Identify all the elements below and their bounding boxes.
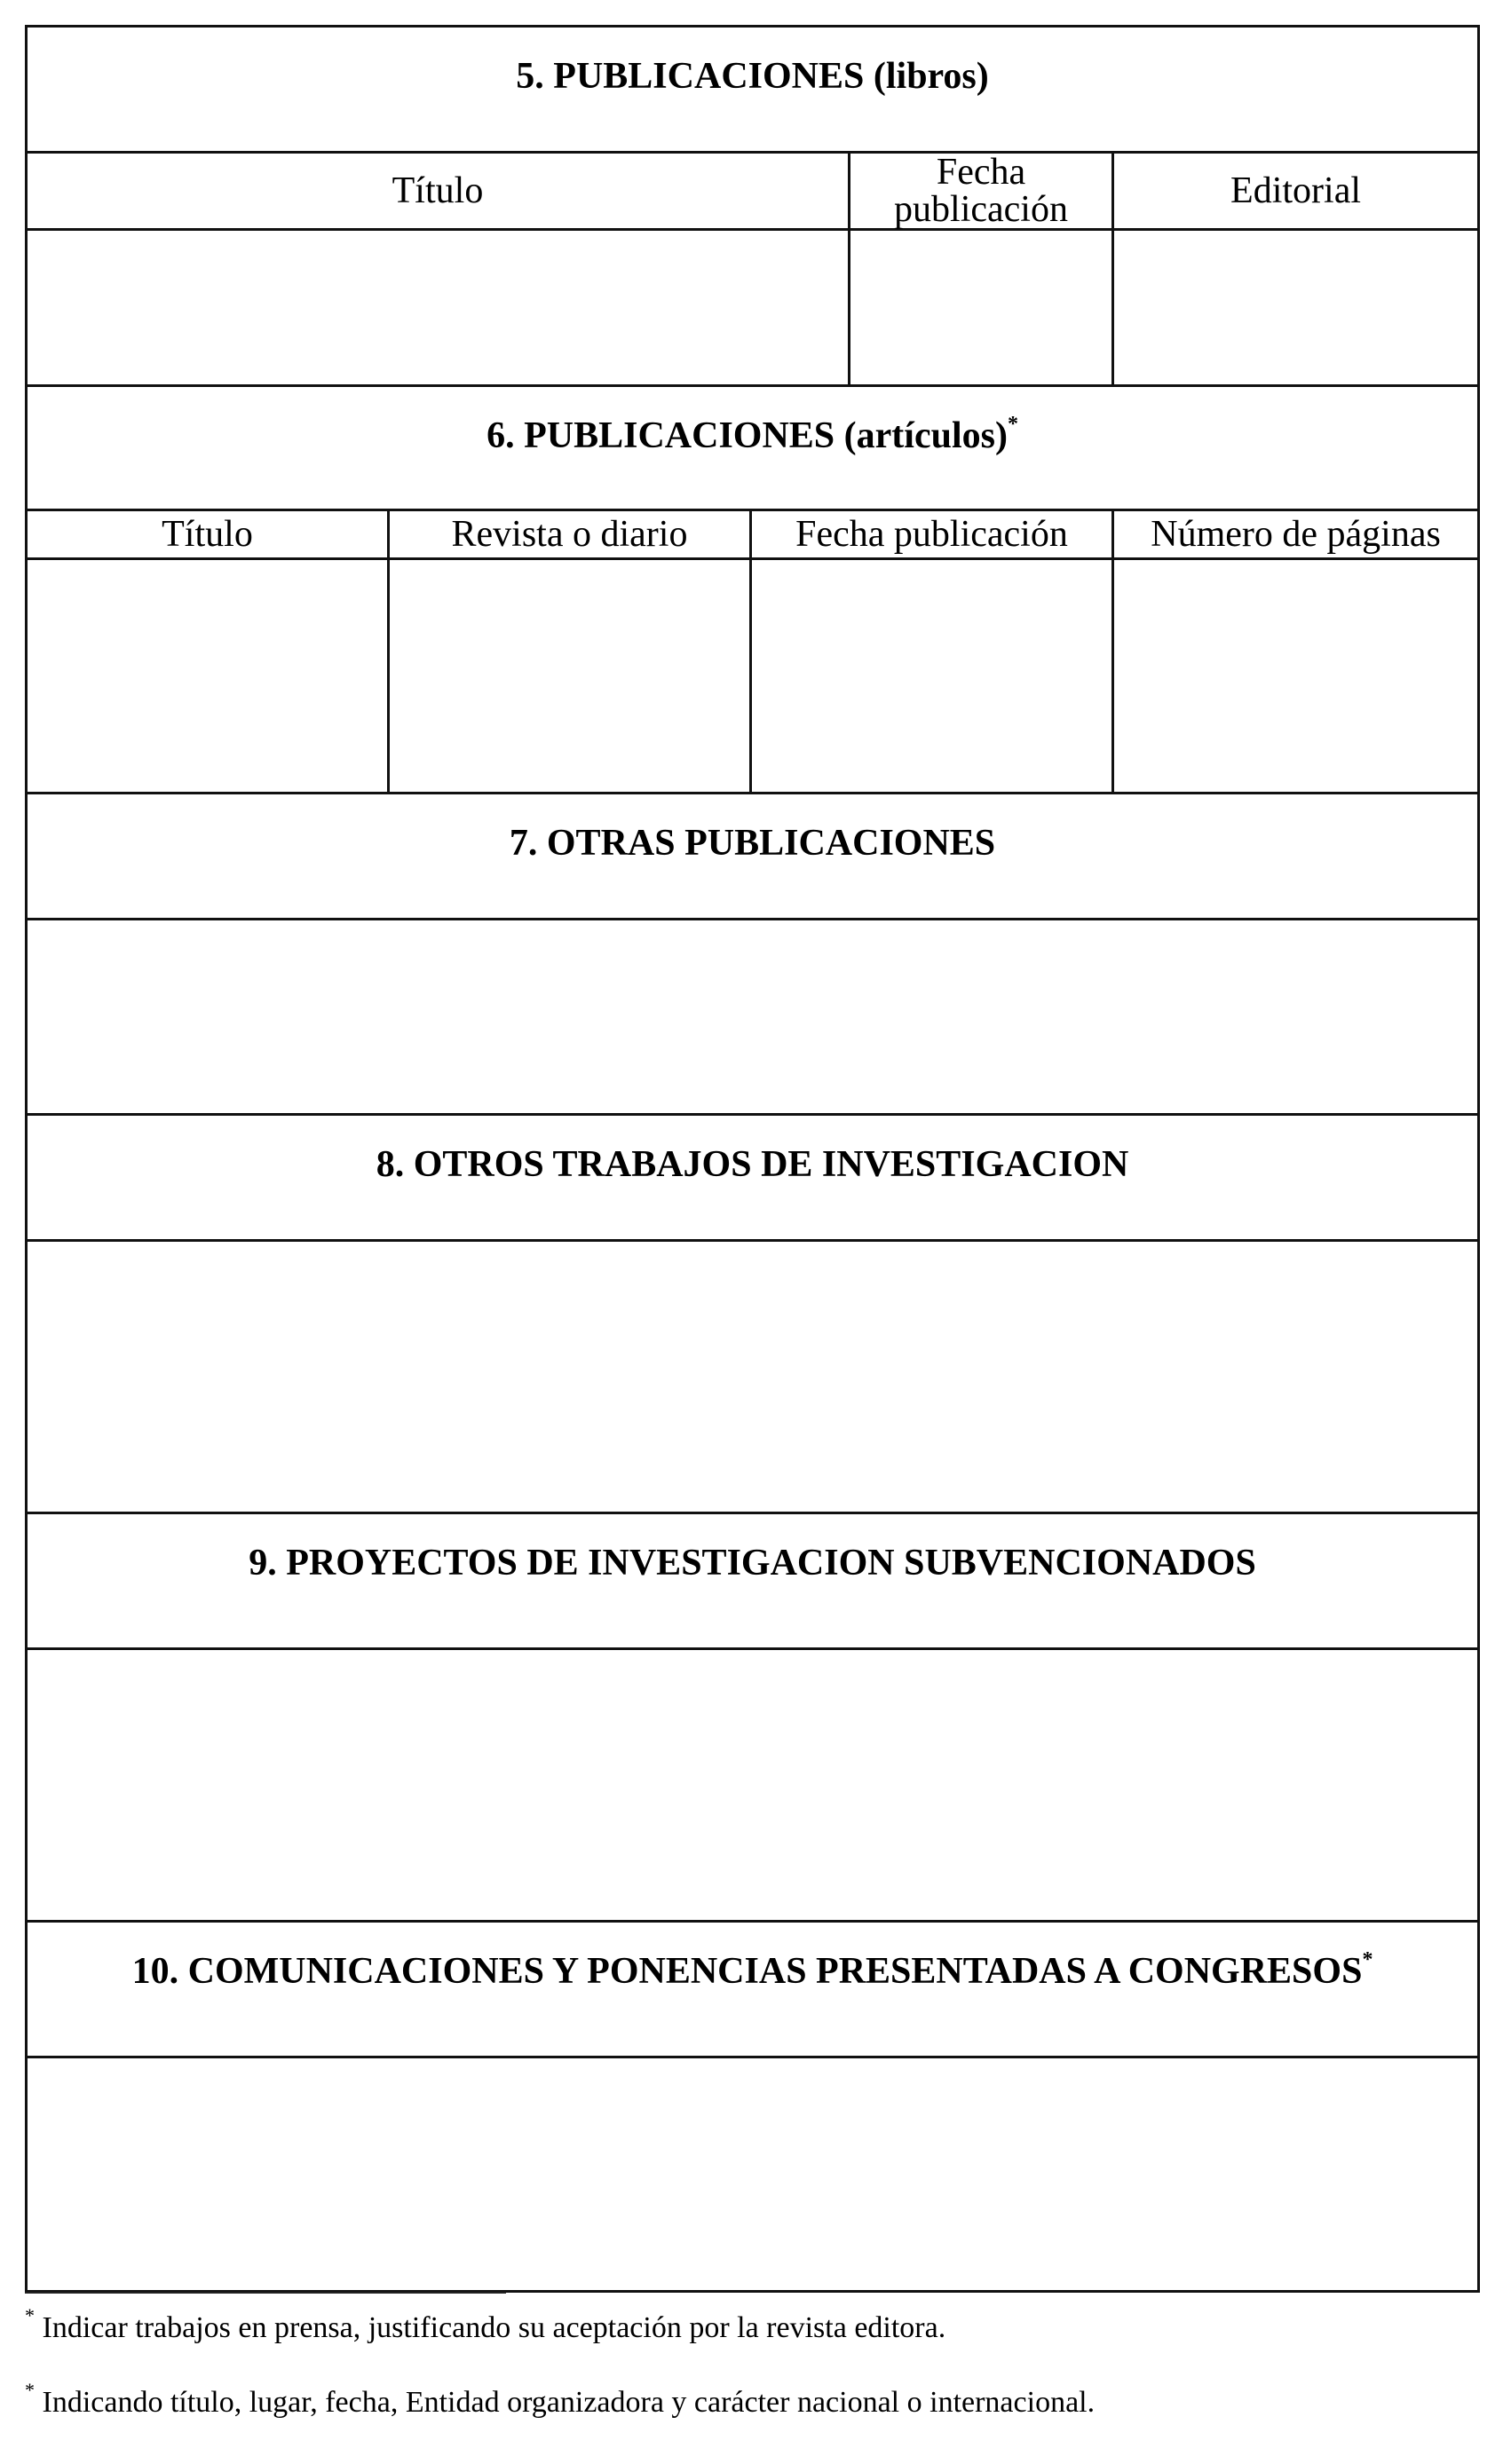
s6-revista-entry[interactable] — [389, 559, 751, 794]
footnote-separator — [25, 2292, 506, 2294]
s5-titulo-entry[interactable] — [27, 230, 850, 386]
s7-entry[interactable] — [27, 920, 1479, 1115]
footnote-2 — [25, 2379, 1096, 2419]
s6-titulo-entry[interactable] — [27, 559, 389, 794]
s5-col-titulo: Título — [27, 153, 850, 230]
s5-col-fecha: Fecha publicación — [850, 153, 1113, 230]
s5-col-editorial: Editorial — [1113, 153, 1479, 230]
s5-editorial-entry[interactable] — [1113, 230, 1479, 386]
footnote-2-marker: * — [25, 2379, 35, 2401]
s6-col-fecha: Fecha publicación — [751, 510, 1113, 559]
s6-fecha-entry[interactable] — [751, 559, 1113, 794]
s6-paginas-entry[interactable] — [1113, 559, 1479, 794]
footnote-marker: * — [1362, 1948, 1373, 1971]
s6-col-titulo: Título — [27, 510, 389, 559]
cv-form-table — [25, 25, 1480, 2293]
footnote-1 — [25, 2304, 946, 2344]
footnote-marker: * — [1007, 413, 1018, 436]
section-8-heading: 8. OTROS TRABAJOS DE INVESTIGACION — [27, 1115, 1479, 1241]
section-5-heading: 5. PUBLICACIONES (libros) — [27, 27, 1479, 153]
footnote-1-text: Indicar trabajos en prensa, justificando su aceptación por la revista editora. — [42, 2311, 946, 2344]
section-9-heading: 9. PROYECTOS DE INVESTIGACION SUBVENCIONADOS — [27, 1513, 1479, 1649]
section-7-heading: 7. OTRAS PUBLICACIONES — [27, 794, 1479, 920]
s8-entry[interactable] — [27, 1241, 1479, 1513]
footnote-2-text: Indicando título, lugar, fecha, Entidad organizadora y carácter nacional o internacional. — [42, 2386, 1096, 2419]
s9-entry[interactable] — [27, 1649, 1479, 1922]
section-6-heading: 6. PUBLICACIONES (artículos)* — [27, 386, 1479, 510]
section-10-heading: 10. COMUNICACIONES Y PONENCIAS PRESENTADAS A CONGRESOS* — [27, 1922, 1479, 2057]
s6-col-paginas: Número de páginas — [1113, 510, 1479, 559]
s10-entry[interactable] — [27, 2057, 1479, 2292]
footnote-1-marker: * — [25, 2304, 35, 2326]
s5-fecha-entry[interactable] — [850, 230, 1113, 386]
s6-col-revista: Revista o diario — [389, 510, 751, 559]
